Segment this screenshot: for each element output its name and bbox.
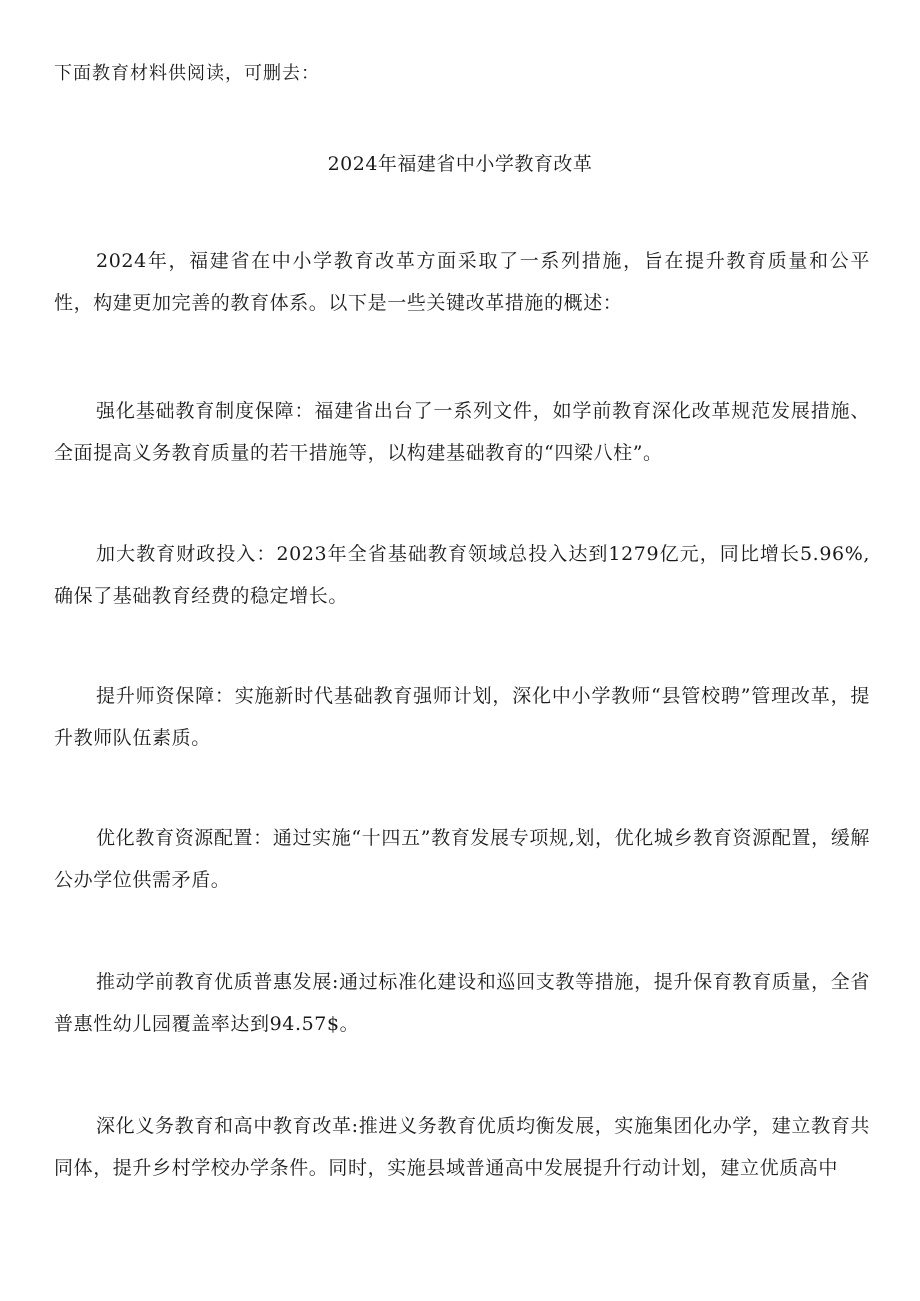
paragraph-preschool-education: 推动学前教育优质普惠发展:通过标准化建设和巡回支教等措施，提升保育教育质量，全省普惠性幼儿园覆盖率达到94.57$。 — [54, 971, 870, 1035]
paragraph-intro: 2024年，福建省在中小学教育改革方面采取了一系列措施，旨在提升教育质量和公平性，构建更加完善的教育体系。以下是一些关键改革措施的概述： — [54, 250, 870, 314]
paragraph-compulsory-highschool-reform: 深化义务教育和高中教育改革:推进义务教育优质均衡发展，实施集团化办学，建立教育共同体，提升乡村学校办学条件。同时，实施县域普通高中发展提升行动计划，建立优质高中 — [54, 1115, 870, 1179]
deletable-note: 下面教育材料供阅读，可删去： — [54, 63, 320, 84]
paragraph-teacher-support: 提升师资保障：实施新时代基础教育强师计划，深化中小学教师“县管校聘”管理改革，提升教师队伍素质。 — [54, 685, 870, 749]
paragraph-financial-investment: 加大教育财政投入：2023年全省基础教育领域总投入达到1279亿元，同比增长5.96%,确保了基础教育经费的稳定增长。 — [54, 543, 870, 607]
paragraph-resource-allocation: 优化教育资源配置：通过实施“十四五”教育发展专项规,划，优化城乡教育资源配置，缓解公办学位供需矛盾。 — [54, 827, 870, 891]
paragraph-institutional-guarantee: 强化基础教育制度保障：福建省出台了一系列文件，如学前教育深化改革规范发展措施、全面提高义务教育质量的若干措施等，以构建基础教育的“四梁八柱”。 — [54, 400, 870, 464]
document-title: 2024年福建省中小学教育改革 — [327, 153, 593, 175]
